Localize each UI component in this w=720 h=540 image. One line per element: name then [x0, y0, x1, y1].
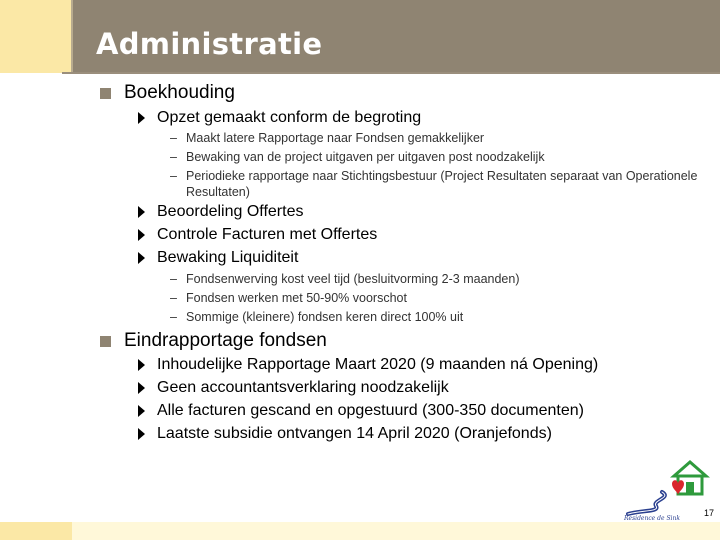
sub-list-item-text: Sommige (kleinere) fondsen keren direct 100% uit [186, 310, 464, 324]
sub-list-item-text: Periodieke rapportage naar Stichtingsbestuur (Project Resultaten separaat van Operationele Resultaten) [186, 169, 698, 199]
arrow-bullet-icon [138, 252, 145, 264]
list-item-label: Beoordeling Offertes [157, 203, 304, 220]
dash-bullet-icon: – [170, 272, 177, 286]
dash-bullet-icon: – [170, 131, 177, 145]
title-divider-vertical [71, 0, 73, 73]
arrow-bullet-icon [138, 428, 145, 440]
list-item-label: Laatste subsidie ontvangen 14 April 2020 (Oranjefonds) [157, 425, 552, 442]
list-item-label: Geen accountantsverklaring noodzakelijk [157, 379, 449, 396]
arrow-bullet-icon [138, 382, 145, 394]
arrow-bullet-icon [138, 405, 145, 417]
footer-accent-stripe [0, 522, 720, 540]
sub-list-item-text: Maakt latere Rapportage naar Fondsen gemakkelijker [186, 131, 485, 145]
arrow-bullet-icon [138, 112, 145, 124]
list-item-label: Alle facturen gescand en opgestuurd (300-350 documenten) [157, 402, 584, 419]
arrow-bullet-icon [138, 206, 145, 218]
list-item-label: Opzet gemaakt conform de begroting [157, 109, 422, 126]
dash-bullet-icon: – [170, 310, 177, 324]
list-item-label: Bewaking Liquiditeit [157, 249, 299, 266]
house-heart-logo-icon [612, 460, 715, 522]
dash-bullet-icon: – [170, 169, 177, 183]
dash-bullet-icon: – [170, 150, 177, 164]
sub-list-item-text: Fondsen werken met 50-90% voorschot [186, 291, 407, 305]
page-number: 17 [704, 508, 715, 518]
section-heading: Boekhouding [124, 82, 235, 103]
corner-accent-block [0, 0, 72, 73]
square-bullet-icon [100, 336, 111, 347]
list-item-label: Inhoudelijke Rapportage Maart 2020 (9 maanden ná Opening) [157, 356, 599, 373]
arrow-bullet-icon [138, 359, 145, 371]
section-heading: Eindrapportage fondsen [124, 330, 327, 351]
arrow-bullet-icon [138, 229, 145, 241]
logo-text: Residence de Sink [624, 515, 680, 522]
sub-list-item-text: Bewaking van de project uitgaven per uitgaven post noodzakelijk [186, 150, 545, 164]
slide-title: Administratie [96, 27, 323, 61]
square-bullet-icon [100, 88, 111, 99]
title-divider-horizontal [62, 72, 720, 74]
list-item-label: Controle Facturen met Offertes [157, 226, 378, 243]
sub-list-item-text: Fondsenwerving kost veel tijd (besluitvorming 2-3 maanden) [186, 272, 520, 286]
dash-bullet-icon: – [170, 291, 177, 305]
